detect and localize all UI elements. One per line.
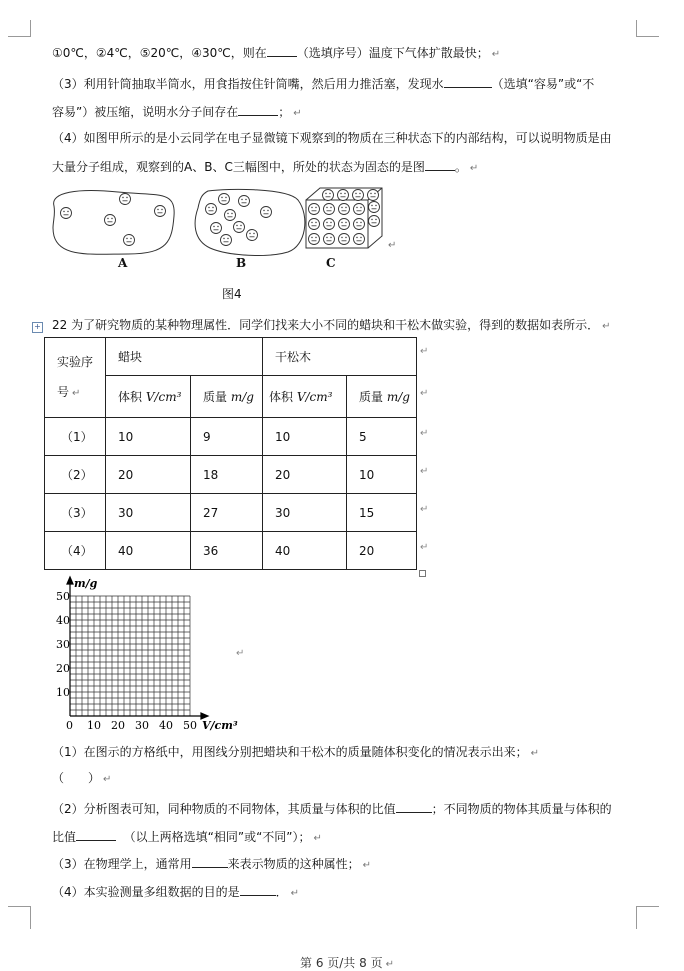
- table-header-row: [45, 338, 417, 376]
- paragraph-mark-icon: ↵: [469, 163, 479, 174]
- mass-volume-grid: [40, 574, 250, 734]
- wax-mass-cell: 27: [191, 494, 263, 532]
- pine-volume-cell: 30: [263, 494, 347, 532]
- x-tick-label: 30: [135, 719, 149, 732]
- temperature-question-line: [52, 44, 500, 63]
- solid-diagram-c: [306, 188, 382, 248]
- y-tick-label: 10: [56, 686, 70, 699]
- wax-volume-cell: 30: [106, 494, 191, 532]
- paragraph-mark-icon: ↵: [72, 387, 81, 399]
- pine-volume-cell: 20: [263, 456, 347, 494]
- paragraph-mark-icon: ↵: [388, 240, 397, 251]
- question-4-line-2: [52, 158, 478, 177]
- grid-svg: [40, 574, 250, 734]
- volume-unit: V/cm³: [296, 390, 333, 404]
- answer-blank[interactable]: [240, 883, 276, 896]
- mass-label: 质量: [359, 390, 387, 404]
- paragraph-mark-icon: ↵: [313, 833, 322, 844]
- answer-blank[interactable]: [267, 44, 297, 57]
- q4-text-1: （4）如图甲所示的是小云同学在电子显微镜下观察到的物质在三种状态下的内部结构，可以说明物质是由: [52, 131, 612, 145]
- paragraph-mark-icon: ↵: [290, 888, 300, 899]
- q3-text-4: ；: [278, 105, 291, 119]
- seq-cell: （1）: [45, 418, 106, 456]
- question-4-line-1: [52, 130, 612, 146]
- molecule-diagrams: [48, 186, 408, 276]
- paragraph-mark-icon: ↵: [236, 648, 245, 659]
- header-pine-volume-cell: [263, 376, 347, 418]
- x-tick-label: 10: [87, 719, 101, 732]
- pine-volume-cell: 10: [263, 418, 347, 456]
- question-3-line-2: [52, 103, 302, 122]
- wax-mass-cell: 18: [191, 456, 263, 494]
- sub-question-4: [52, 883, 299, 902]
- header-wax-mass-cell: [191, 376, 263, 418]
- sub-question-1-text: （1）在图示的方格纸中，用图线分别把蜡块和干松木的质量随体积变化的情况表示出来；: [52, 745, 528, 759]
- row-end-mark-icon: ↵: [420, 466, 429, 477]
- row-end-mark-icon: ↵: [420, 388, 429, 399]
- page-corner-mark: [8, 20, 31, 37]
- table-row: [45, 456, 417, 494]
- page-number-footer: [300, 954, 394, 971]
- table-row: [45, 532, 417, 570]
- volume-unit: V/cm³: [145, 390, 182, 404]
- sub-question-1-answer: [52, 770, 111, 788]
- y-tick-label: 40: [56, 614, 70, 627]
- sub-question-4-text-a: （4）本实验测量多组数据的目的是: [52, 885, 240, 899]
- x-tick-label: 50: [183, 719, 197, 732]
- sub-question-2-text-c: 比值: [52, 830, 77, 844]
- header-pine-cell: [263, 338, 417, 376]
- x-axis-label: V/cm³: [202, 719, 238, 732]
- figure-4-title: 图4: [222, 287, 242, 301]
- gas-diagram-a: [53, 191, 174, 255]
- pine-volume-cell: 40: [263, 532, 347, 570]
- header-wax-volume-cell: [106, 376, 191, 418]
- data-table: [44, 337, 417, 570]
- x-tick-label: 0: [66, 719, 73, 732]
- header-pine-mass-cell: [347, 376, 417, 418]
- liquid-diagram-b: [195, 189, 305, 255]
- table-row: [45, 494, 417, 532]
- pine-mass-cell: 10: [347, 456, 417, 494]
- question-3-line-1: [52, 75, 594, 92]
- x-tick-label: 20: [111, 719, 125, 732]
- q3-text-2: （选填“容易”或“不: [491, 77, 595, 91]
- header-seq-cell: [45, 338, 106, 418]
- paragraph-mark-icon: ↵: [491, 49, 501, 60]
- table-move-handle-icon[interactable]: +: [32, 322, 43, 333]
- header-wax-text: 蜡块: [118, 350, 143, 364]
- sub-question-2-text-d: （以上两格选填“相同”或“不同”）；: [123, 830, 311, 844]
- page-corner-mark: [8, 906, 31, 929]
- header-pine-text: 干松木: [275, 350, 312, 364]
- mass-label: 质量: [203, 390, 231, 404]
- paragraph-mark-icon: ↵: [530, 748, 540, 759]
- answer-blank[interactable]: [425, 158, 455, 171]
- x-tick-label: 40: [159, 719, 173, 732]
- sub-question-2-line-2: [52, 828, 322, 847]
- row-end-mark-icon: ↵: [420, 428, 429, 439]
- sub-question-3-text-a: （3）在物理学上，通常用: [52, 857, 192, 871]
- wax-mass-cell: 9: [191, 418, 263, 456]
- question-22-text: [52, 317, 610, 335]
- wax-volume-cell: 20: [106, 456, 191, 494]
- row-end-mark-icon: ↵: [420, 504, 429, 515]
- answer-parentheses[interactable]: （ ）: [52, 771, 101, 785]
- mass-unit: m/g: [386, 390, 410, 404]
- paragraph-mark-icon: ↵: [103, 774, 112, 785]
- header-seq-text: 实验序: [57, 354, 94, 369]
- pine-mass-cell: 15: [347, 494, 417, 532]
- answer-blank[interactable]: [76, 828, 116, 841]
- page-corner-mark: [636, 906, 659, 929]
- seq-cell: （4）: [45, 532, 106, 570]
- sub-question-2-text-b: ；不同物质的物体其质量与体积的: [431, 802, 612, 816]
- volume-label: 体积: [269, 390, 297, 404]
- sub-question-4-text-b: ．: [275, 885, 288, 899]
- sub-question-1: [52, 744, 539, 762]
- sub-question-2-line-1: [52, 800, 612, 817]
- sub-question-3-text-b: 来表示物质的这种属性；: [227, 857, 360, 871]
- y-tick-label: 50: [56, 590, 70, 603]
- answer-blank[interactable]: [238, 103, 278, 116]
- q4-text-3: 。: [454, 160, 467, 174]
- paragraph-mark-icon: ↵: [362, 860, 372, 871]
- paragraph-mark-icon: ↵: [293, 108, 302, 119]
- q3-text-1: （3）利用针筒抽取半筒水，用食指按住针筒嘴，然后用力推活塞，发现水: [52, 77, 444, 91]
- row-end-mark-icon: ↵: [420, 542, 429, 553]
- answer-blank[interactable]: [192, 855, 228, 868]
- table-resize-handle[interactable]: [419, 570, 426, 577]
- figure-label-a: A: [118, 256, 128, 270]
- sub-question-3: [52, 855, 371, 874]
- figure-label-b: B: [236, 256, 247, 270]
- pine-mass-cell: 5: [347, 418, 417, 456]
- figure-4-states-of-matter: [48, 186, 408, 276]
- paragraph-mark-icon: ↵: [385, 959, 394, 970]
- wax-mass-cell: 36: [191, 532, 263, 570]
- temps-tail-text: （选填序号）温度下气体扩散最快；: [296, 46, 489, 60]
- header-seq-text-2: 号: [57, 384, 70, 399]
- question-22-stem: 22 为了研究物质的某种物理属性．同学们找来大小不同的蜡块和干松木做实验，得到的数据如表所示．: [52, 318, 600, 332]
- answer-blank[interactable]: [396, 800, 432, 813]
- seq-cell: （2）: [45, 456, 106, 494]
- y-tick-label: 20: [56, 662, 70, 675]
- wax-volume-cell: 10: [106, 418, 191, 456]
- answer-blank[interactable]: [444, 75, 492, 88]
- row-end-mark-icon: ↵: [420, 346, 429, 357]
- q3-text-3: 容易”）被压缩，说明水分子间存在: [52, 105, 239, 119]
- mass-unit: m/g: [230, 390, 254, 404]
- seq-cell: （3）: [45, 494, 106, 532]
- page-corner-mark: [636, 20, 659, 37]
- q4-text-2: 大量分子组成，观察到的A、B、C三幅图中，所处的状态为固态的是图: [52, 160, 425, 174]
- figure-label-c: C: [326, 256, 336, 270]
- volume-label: 体积: [118, 390, 146, 404]
- wax-volume-cell: 40: [106, 532, 191, 570]
- y-axis-label: m/g: [74, 577, 98, 590]
- paragraph-mark-icon: ↵: [602, 321, 611, 332]
- y-axis-arrow-icon: [67, 577, 73, 584]
- table-row: [45, 418, 417, 456]
- pine-mass-cell: 20: [347, 532, 417, 570]
- sub-question-2-text-a: （2）分析图表可知，同种物质的不同物体，其质量与体积的比值: [52, 802, 396, 816]
- page-number-text: 第 6 页/共 8 页: [300, 956, 383, 970]
- temps-text: ①0℃，②4℃，⑤20℃，④30℃，则在: [52, 46, 267, 60]
- y-tick-label: 30: [56, 638, 70, 651]
- header-wax-cell: [106, 338, 263, 376]
